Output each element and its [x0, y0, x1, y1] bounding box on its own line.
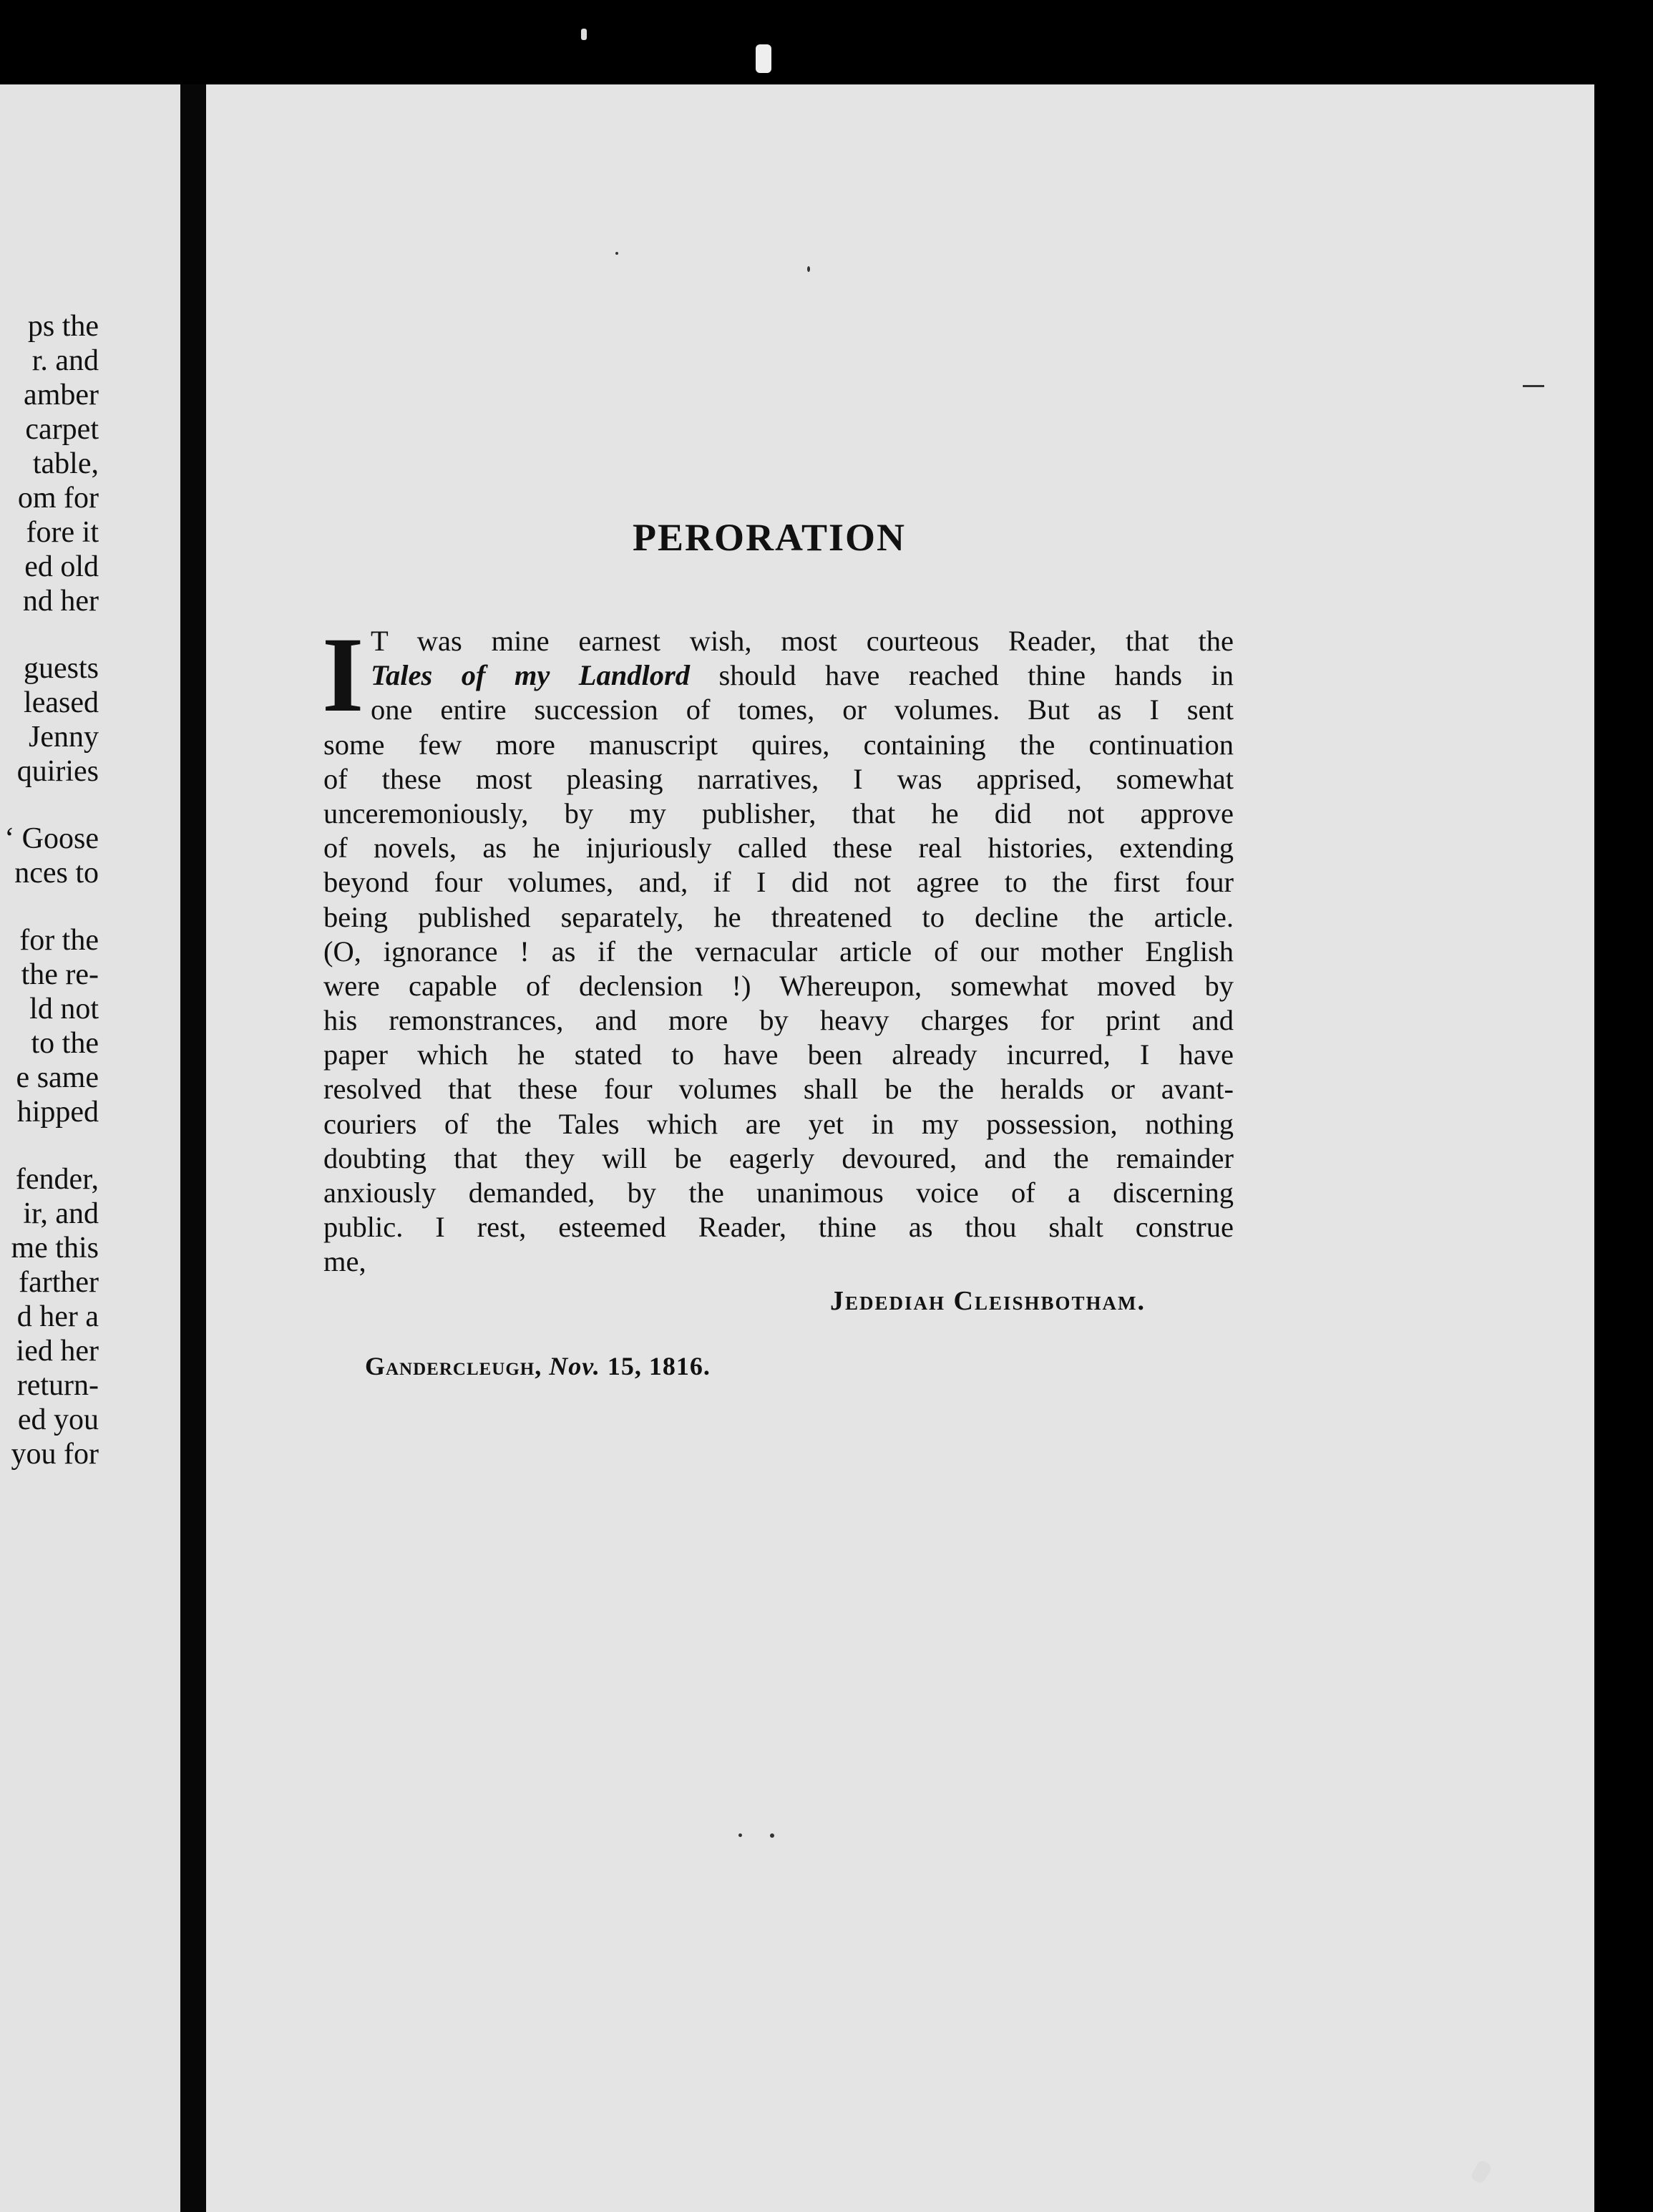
left-page-line: leased: [24, 686, 99, 719]
left-page-line: fore it: [26, 516, 99, 549]
body-line: anxiously demanded, by the unanimous voice of a discerning: [323, 1176, 1234, 1209]
left-page-line: you for: [11, 1438, 99, 1471]
body-line-rest: should have reached thine hands in: [690, 659, 1234, 692]
body-line: me,: [323, 1245, 366, 1278]
signature: Jedediah Cleishbotham.: [830, 1286, 1146, 1316]
left-page-line: ‘ Goose: [4, 822, 99, 855]
body-line: one entire succession of tomes, or volumes. But as I sent: [371, 693, 1234, 726]
left-page-line: me this: [11, 1232, 99, 1265]
body-line: paper which he stated to have been already incurred, I have: [323, 1038, 1234, 1071]
left-page-line: e same: [16, 1061, 99, 1094]
left-page-line: guests: [24, 652, 99, 685]
top-mark-small: [581, 29, 587, 40]
body-line: [323, 658, 1234, 693]
left-page-text: [4, 309, 99, 1471]
place-date: Gandercleugh, Nov. 15, 1816.: [365, 1352, 711, 1380]
body-line: T was mine earnest wish, most courteous Reader, that the: [371, 625, 1234, 657]
body-line: of these most pleasing narratives, I was apprised, somewhat: [323, 762, 1234, 795]
body-line: couriers of the Tales which are yet in my possession, nothing: [323, 1107, 1234, 1140]
book-gutter: [180, 84, 206, 2212]
body-line: unceremoniously, by my publisher, that he did not approve: [323, 796, 1234, 829]
body-line: doubting that they will be eagerly devoured, and the remainder: [323, 1141, 1234, 1174]
body-line: public. I rest, esteemed Reader, thine as thou shalt construe: [323, 1211, 1234, 1244]
left-page-line: amber: [24, 379, 99, 411]
left-page-line: ed you: [17, 1403, 99, 1436]
left-page-line: ir, and: [23, 1197, 99, 1230]
left-page-line: hipped: [16, 1096, 99, 1129]
left-page-line: return-: [16, 1369, 99, 1402]
drop-cap: I: [322, 615, 364, 734]
left-page-gap: [4, 789, 99, 822]
left-page-line: ld not: [29, 993, 99, 1025]
body-line: (O, ignorance ! as if the vernacular article of our mother English: [323, 935, 1234, 968]
top-mark: [756, 44, 771, 73]
left-page-line: r. and: [31, 344, 99, 377]
italic-book-title: Tales of my Landlord: [371, 659, 691, 692]
left-page-line: fender,: [15, 1163, 99, 1196]
date-rest: 15, 1816.: [600, 1352, 711, 1380]
left-page-gap: [4, 618, 99, 651]
left-page-line: quiries: [16, 755, 99, 788]
body-line: beyond four volumes, and, if I did not agree to the first four: [323, 866, 1234, 899]
body-line: resolved that these four volumes shall be the heralds or avant-: [323, 1073, 1234, 1106]
left-page-line: table,: [32, 447, 99, 480]
left-facing-page: [0, 84, 180, 2212]
body-paragraph: [323, 624, 1234, 1280]
body-line: of novels, as he injuriously called these real histories, extending: [323, 832, 1234, 864]
date-month: Nov.: [549, 1352, 600, 1380]
left-page-line: for the: [19, 924, 99, 957]
left-page-line: om for: [17, 482, 99, 515]
left-page-line: nces to: [14, 857, 99, 890]
body-line: his remonstrances, and more by heavy charges for print and: [323, 1004, 1234, 1037]
left-page-line: ied her: [16, 1335, 99, 1368]
left-page-line: to the: [31, 1027, 99, 1060]
body-line: were capable of declension !) Whereupon, somewhat moved by: [323, 969, 1234, 1002]
body-line: being published separately, he threatened to decline the article.: [323, 900, 1234, 933]
left-page-line: the re-: [21, 958, 99, 991]
left-page-gap: [4, 1129, 99, 1162]
left-page-line: Jenny: [29, 721, 99, 754]
left-page-line: d her a: [16, 1300, 99, 1333]
body-line: some few more manuscript quires, containing the continuation: [323, 728, 1234, 761]
left-page-line: ps the: [27, 310, 99, 343]
left-page-line: farther: [19, 1266, 99, 1299]
left-page-line: ed old: [24, 550, 99, 583]
left-page-line: nd her: [22, 585, 99, 618]
page-title: PERORATION: [632, 516, 907, 559]
place-name: Gandercleugh: [365, 1352, 535, 1380]
left-page-line: carpet: [25, 413, 99, 446]
left-page-gap: [4, 890, 99, 923]
